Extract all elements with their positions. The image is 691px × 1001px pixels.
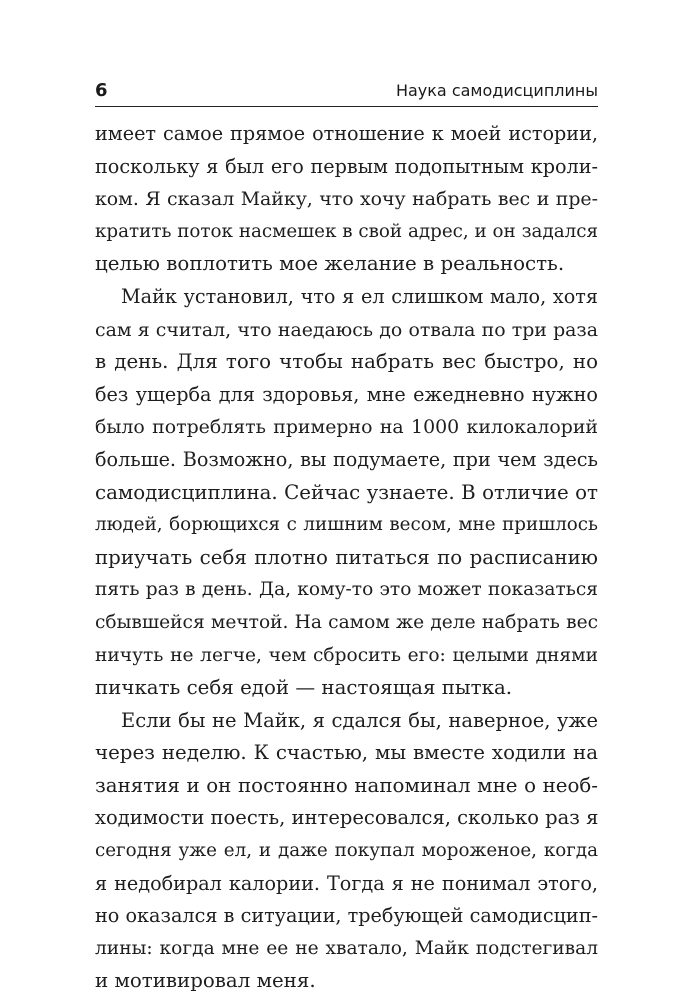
paragraph-2: [95, 281, 598, 705]
text-line: сегодня уже ел, и даже покупал мороженое, когда: [95, 840, 598, 862]
text-line: лины: когда мне ее не хватало, Майк подстегивал: [95, 937, 598, 959]
text-line: имеет самое прямое отношение к моей истории,: [95, 122, 598, 145]
text-line: я недобирал калории. Тогда я не понимал этого,: [95, 871, 598, 895]
text-line: сбывшейся мечтой. На самом же деле набрать вес: [95, 611, 598, 633]
header-rule: [95, 106, 598, 107]
running-title: Наука самодисциплины: [395, 81, 598, 100]
text-line: кратить поток насмешек в свой адрес, и он задался: [95, 220, 598, 242]
text-line: Если бы не Майк, я сдался бы, наверное, уже: [121, 708, 598, 732]
text-line: сам я считал, что наедаюсь до отвала по три раза: [95, 318, 598, 341]
text-line: через неделю. К счастью, мы вместе ходили на: [95, 741, 598, 765]
text-line: но оказался в ситуации, требующей самодисцип-: [95, 904, 598, 928]
text-line: было потреблять примерно на 1000 килокалорий: [95, 416, 598, 439]
running-head: [95, 80, 598, 104]
text-line: ком. Я сказал Майку, что хочу набрать вес и пре-: [95, 188, 598, 211]
text-line: пичкать себя едой — настоящая пытка.: [95, 676, 513, 700]
text-line: самодисциплина. Сейчас узнаете. В отличие от: [95, 480, 598, 504]
text-line: людей, борющихся с лишним весом, мне пришлось: [95, 514, 598, 536]
text-line: занятия и он постоянно напоминал мне о необ-: [95, 773, 598, 797]
text-line: ничуть не легче, чем сбросить его: целыми днями: [95, 644, 598, 666]
text-line: в день. Для того чтобы набрать вес быстро, но: [95, 350, 598, 374]
text-line: Майк установил, что я ел слишком мало, хотя: [121, 284, 598, 308]
text-line: и мотивировал меня.: [95, 969, 316, 993]
paragraph-1: [95, 118, 598, 281]
text-line: ходимости поесть, интересовался, сколько раз я: [95, 806, 599, 830]
text-line: целью воплотить мое желание в реальность.: [95, 252, 565, 276]
paragraph-3: [95, 705, 598, 998]
text-line: пять раз в день. Да, кому-то это может показаться: [95, 579, 598, 601]
text-line: больше. Возможно, вы подумаете, при чем здесь: [95, 447, 598, 471]
text-line: без ущерба для здоровья, мне ежедневно нужно: [95, 382, 598, 406]
body-text: [95, 118, 598, 998]
text-line: приучать себя плотно питаться по расписанию: [95, 545, 598, 569]
page-number: 6: [95, 80, 108, 101]
text-line: поскольку я был его первым подопытным кроли-: [95, 154, 598, 178]
